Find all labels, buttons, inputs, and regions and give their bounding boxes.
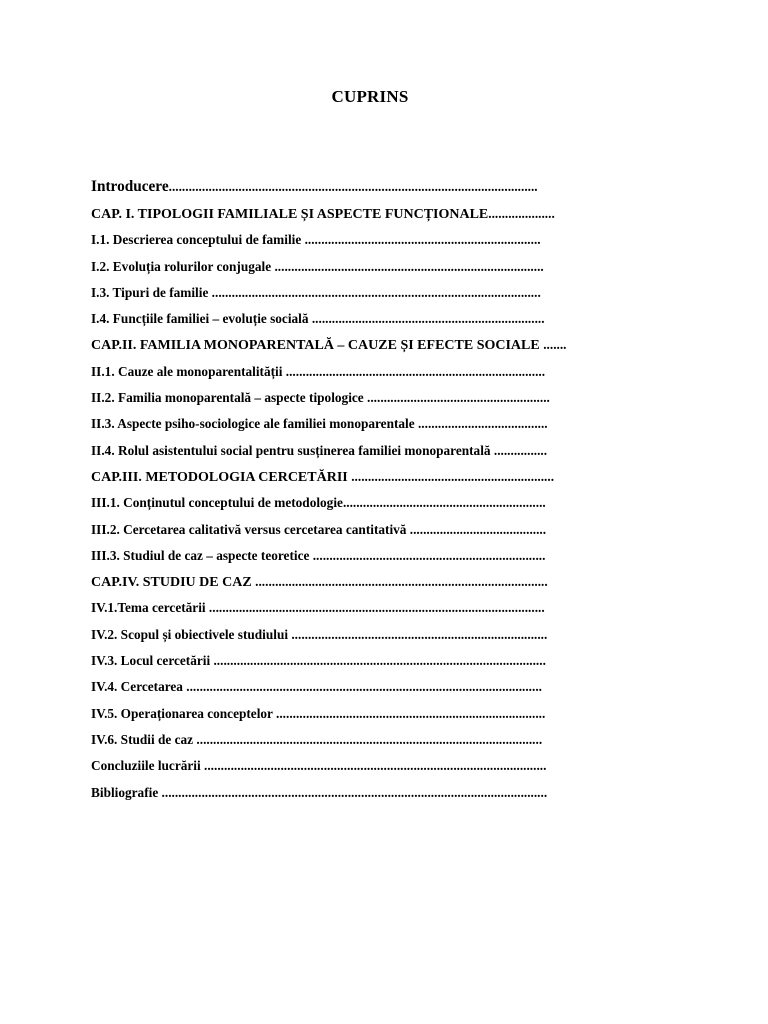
toc-entry-leader-dots: ........................................................................................	[255, 574, 548, 590]
toc-entry-label: Bibliografie	[91, 784, 162, 800]
toc-entry-label: IV.1.Tema cercetării	[91, 600, 209, 616]
toc-entry-label: II.1. Cauze ale monoparentalității	[91, 363, 286, 379]
toc-entry	[91, 701, 631, 727]
toc-entry-label: CAP. I. TIPOLOGII FAMILIALE ȘI ASPECTE FUNCȚIONALE	[91, 207, 489, 222]
toc-entry-leader-dots: ........................................................................................................	[196, 731, 543, 747]
toc-entry	[91, 201, 631, 227]
toc-entry	[91, 595, 631, 621]
toc-entry-label: II.3. Aspecte psiho-sociologice ale familiei monoparentale	[91, 416, 418, 432]
toc-entry-label: CAP.III. METODOLOGIA CERCETĂRII	[91, 469, 352, 485]
toc-entry-leader-dots: .....................................................................................................	[208, 600, 545, 616]
toc-entry-label: Introducere	[91, 178, 169, 195]
toc-entry-label: II.2. Familia monoparentală – aspecte tipologice	[91, 390, 368, 406]
page-title: CUPRINS	[331, 87, 409, 106]
toc-entry-leader-dots: .......................................	[417, 416, 548, 432]
toc-entry-leader-dots: ....................................................................................................................	[161, 784, 548, 800]
toc-entry	[91, 385, 631, 411]
toc-entry-label: Concluziile lucrării	[91, 758, 205, 774]
toc-entry-leader-dots: ................	[493, 442, 548, 458]
toc-entry	[91, 648, 631, 674]
toc-entry-leader-dots: .................................................................................	[276, 705, 546, 721]
toc-entry	[91, 438, 631, 464]
toc-entry	[91, 332, 631, 358]
toc-entry-leader-dots: ......................................................................	[312, 547, 546, 563]
toc-entry-leader-dots: .............................................................................	[291, 626, 548, 642]
toc-entry-leader-dots: ...........................................................................................................	[186, 679, 542, 695]
toc-entry-label: III.1. Conținutul conceptului de metodologie	[91, 495, 343, 511]
toc-entry	[91, 254, 631, 280]
toc-entry	[91, 517, 631, 543]
toc-entry-leader-dots: ......................................................................	[311, 311, 545, 327]
toc-entry-label: CAP.IV. STUDIU DE CAZ	[91, 575, 256, 591]
toc-entry-leader-dots: .............................................................	[351, 468, 555, 484]
toc-entry-leader-dots: .......................................................................................................	[204, 758, 547, 774]
toc-entry-leader-dots: .......................................................	[367, 390, 550, 406]
toc-entry-label: IV.4. Cercetarea	[91, 679, 187, 695]
toc-entry	[91, 359, 631, 385]
toc-entry	[91, 780, 631, 806]
toc-entry	[91, 543, 631, 569]
toc-entry-leader-dots: .............................................................	[342, 495, 546, 511]
toc-entry-leader-dots: .......	[543, 337, 567, 353]
toc-entry	[91, 173, 631, 201]
toc-entry-leader-dots: .........................................	[409, 521, 547, 537]
toc-entry-label: IV.5. Operaționarea conceptelor	[91, 705, 277, 721]
toc-entry	[91, 490, 631, 516]
toc-entry-label: I.3. Tipuri de familie	[91, 284, 212, 300]
toc-entry-leader-dots: ...............................................................................................................	[168, 179, 538, 194]
toc-entry-label: I.4. Funcțiile familiei – evoluție socială	[91, 311, 312, 327]
toc-entry	[91, 674, 631, 700]
toc-entry	[91, 411, 631, 437]
toc-entry-leader-dots: ..............................................................................	[285, 363, 546, 379]
toc-entry-label: IV.3. Locul cercetării	[91, 653, 214, 669]
toc-entry-leader-dots: ...................................................................................................	[211, 284, 541, 300]
toc-entry-label: III.2. Cercetarea calitativă versus cercetarea cantitativă	[91, 521, 410, 537]
toc-entry-label: I.2. Evoluția rolurilor conjugale	[91, 258, 275, 274]
toc-entry-label: CAP.II. FAMILIA MONOPARENTALĂ – CAUZE ȘI EFECTE SOCIALE	[91, 338, 544, 354]
toc-entry-label: II.4. Rolul asistentului social pentru susținerea familiei monoparentală	[91, 442, 494, 458]
toc-entry-leader-dots: ....................	[488, 206, 555, 221]
toc-entry-label: I.1. Descrierea conceptului de familie	[91, 232, 305, 248]
toc-entry	[91, 306, 631, 332]
toc-entry-leader-dots: .................................................................................	[274, 258, 544, 274]
toc-entry	[91, 569, 631, 595]
toc-entry	[91, 727, 631, 753]
toc-entry-label: III.3. Studiul de caz – aspecte teoretice	[91, 547, 313, 563]
table-of-contents	[91, 173, 631, 806]
toc-entry-leader-dots: ....................................................................................................	[213, 653, 546, 669]
toc-entry	[91, 227, 631, 253]
toc-entry	[91, 753, 631, 779]
toc-entry	[91, 280, 631, 306]
toc-entry-label: IV.6. Studii de caz	[91, 731, 197, 747]
toc-entry	[91, 464, 631, 490]
toc-entry	[91, 622, 631, 648]
toc-entry-leader-dots: .......................................................................	[304, 232, 541, 248]
toc-entry-label: IV.2. Scopul și obiectivele studiului	[91, 626, 292, 642]
